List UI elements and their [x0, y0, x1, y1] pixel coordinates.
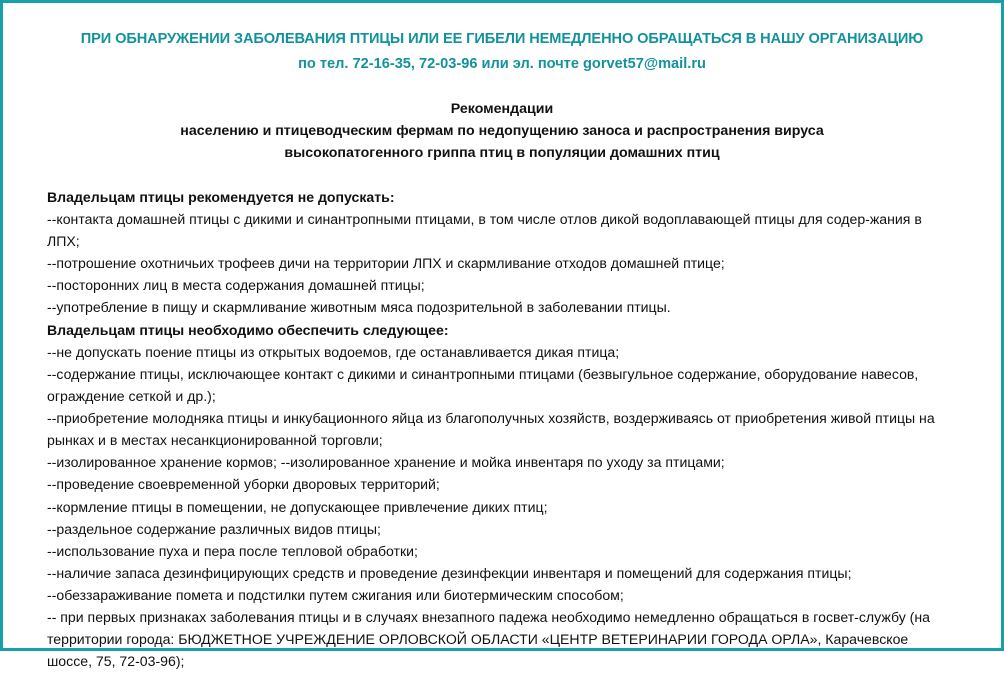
section-requirements — [47, 319, 957, 673]
document-title-line-3: высокопатогенного гриппа птиц в популяции домашних птиц — [284, 144, 720, 161]
list-item: --употребление в пищу и скармливание животным мяса подозрительной в заболевании птицы. — [47, 299, 671, 316]
list-item: --изолированное хранение кормов; --изолированное хранение и мойка инвентаря по уходу за птицами; — [47, 454, 725, 471]
section-prohibitions-heading: Владельцам птицы рекомендуется не допускать: — [47, 188, 395, 205]
list-item: --кормление птицы в помещении, не допускающее привлечение диких птиц; — [47, 498, 548, 515]
alert-header-line-2: по тел. 72-16-35, 72-03-96 или эл. почте gorvet57@mail.ru — [298, 55, 706, 72]
document-title-line-1: Рекомендации — [450, 100, 554, 117]
list-item: --не допускать поение птицы из открытых водоемов, где останавливается дикая птица; — [47, 343, 620, 360]
document-title-line-2: населению и птицеводческим фермам по недопущению заноса и распространения вируса — [180, 122, 824, 139]
list-item: --наличие запаса дезинфицирующих средств и проведение дезинфекции инвентаря и помещений для содержания птицы; — [47, 564, 852, 581]
alert-header-line-1: ПРИ ОБНАРУЖЕНИИ ЗАБОЛЕВАНИЯ ПТИЦЫ ИЛИ ЕЕ ГИБЕЛИ НЕМЕДЛЕННО ОБРАЩАТЬСЯ В НАШУ ОРГАНИЗАЦИЮ — [80, 31, 924, 47]
section-prohibitions — [47, 186, 957, 319]
list-item: --посторонних лиц в места содержания домашней птицы; — [47, 277, 425, 294]
list-item: --раздельное содержание различных видов птицы; — [47, 520, 381, 537]
document-title — [47, 98, 957, 164]
list-item: --содержание птицы, исключающее контакт с дикими и синантропными птицами (безвыгульное содержание, оборудование навесов, ограждение сеткой и др.); — [47, 365, 919, 404]
list-item: --потрошение охотничьих трофеев дичи на территории ЛПХ и скармливание отходов домашней птице; — [47, 255, 725, 272]
list-item: -- при первых признаках заболевания птицы и в случаях внезапного падежа необходимо немедленно обращаться в госвет-службу (на территории города: БЮДЖЕТНОЕ УЧРЕЖДЕНИЕ ОРЛОВСКОЙ ОБЛАСТИ «ЦЕНТР ВЕТЕРИНАРИИ ГОРОДА ОРЛА», Карачевское шоссе, 75, 72-03-96); — [47, 609, 930, 670]
list-item: --контакта домашней птицы с дикими и синантропными птицами, в том числе отлов дикой водоплавающей птицы для содер-жания в ЛПХ; — [47, 210, 922, 250]
list-item: --проведение своевременной уборки дворовых территорий; — [47, 476, 440, 493]
list-item: --обеззараживание помета и подстилки путем сжигания или биотермическим способом; — [47, 587, 624, 604]
list-item: --использование пуха и пера после тепловой обработки; — [47, 542, 418, 559]
alert-header — [47, 29, 957, 76]
document-body — [47, 186, 957, 673]
list-item: --приобретение молодняка птицы и инкубационного яйца из благополучных хозяйств, воздерживаясь от приобретения живой птицы на рынках и в местах несанкционированной торговли; — [47, 410, 935, 449]
section-requirements-heading: Владельцам птицы необходимо обеспечить следующее: — [47, 321, 449, 338]
